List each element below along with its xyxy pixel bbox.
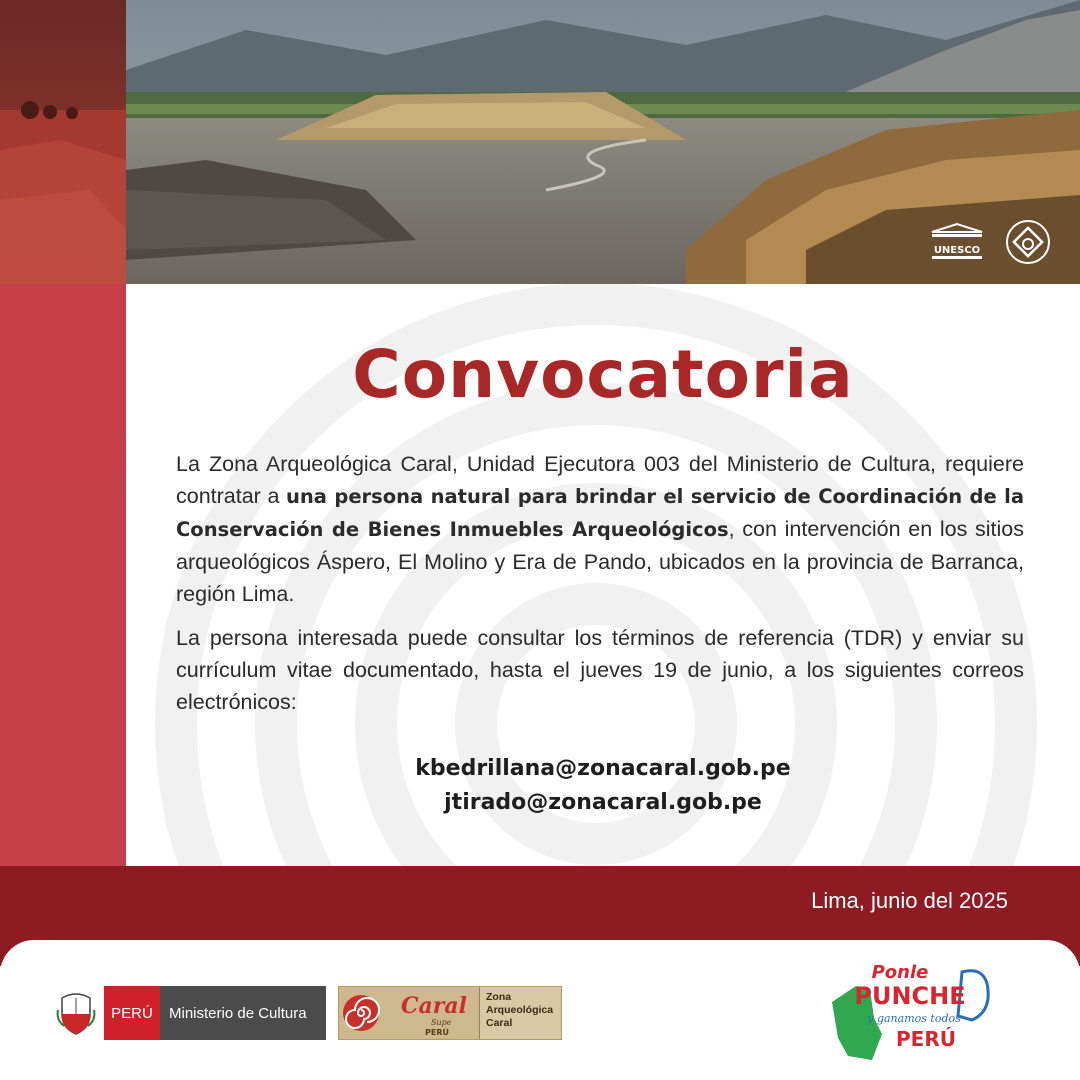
peru-label: PERÚ [104,986,160,1040]
caral-emblem [339,987,479,1039]
announcement-body [176,448,1024,730]
zona-caral-logo [338,986,562,1040]
svg-text:PERÚ: PERÚ [425,1028,449,1037]
paragraph-1-intro: La Zona Arqueológica Caral, Unidad Ejecutora 003 del Ministerio de Cultura, requiere contratar a [176,452,1024,508]
place-date: Lima, junio del 2025 [811,888,1008,913]
svg-text:Supe: Supe [431,1018,452,1027]
paragraph-2: La persona interesada puede consultar los términos de referencia (TDR) y enviar su currículum vitae documentado, hasta el jueves 19 de junio, a los siguientes correos electrónicos: [176,626,1024,714]
caral-zone-line3: Caral [486,1017,513,1029]
svg-text:PERÚ: PERÚ [896,1027,956,1051]
world-heritage-emblem-icon [1004,218,1052,266]
peru-ministerio-logo [104,986,326,1040]
svg-text:y ganamos todos: y ganamos todos [867,1012,961,1025]
left-photo-strip [0,0,126,284]
svg-text:UNESCO: UNESCO [933,245,981,256]
svg-text:PUNCHE: PUNCHE [854,982,966,1010]
caral-zone-line1: Zona [486,991,512,1003]
peru-coat-of-arms-icon [56,990,96,1036]
unesco-temple-icon [928,222,986,262]
content-card [126,284,1080,866]
paragraph-1-bold: una persona natural para brindar el servicio de Coordinación de la Conservación de Bienes Inmuebles Arqueológicos [176,485,1024,541]
page-title: Convocatoria [352,336,854,413]
paragraph-1-rest: , con intervención en los sitios arqueológicos Áspero, El Molino y Era de Pando, ubicados en la provincia de Barranca, región Lima. [176,517,1024,606]
email-link[interactable]: kbedrillana@zonacaral.gob.pe [415,756,791,781]
paragraph-1 [176,448,1024,610]
svg-text:Caral: Caral [401,993,467,1019]
ministerio-label: Ministerio de Cultura [160,986,326,1040]
ponle-punche-logo [826,960,998,1064]
email-link[interactable]: jtirado@zonacaral.gob.pe [444,790,762,815]
email-list [126,752,1080,820]
caral-zone-text [479,987,561,1039]
caral-zone-line2: Arqueológica [486,1004,554,1016]
svg-text:Ponle: Ponle [871,962,929,983]
